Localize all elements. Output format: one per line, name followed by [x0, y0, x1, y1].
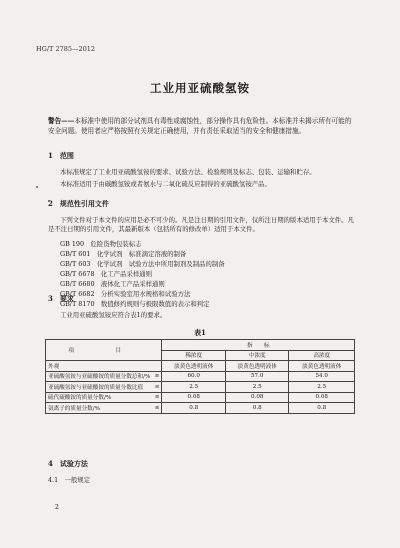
- table-row: [46, 392, 355, 403]
- scope-paragraph-1: 本标准规定了工业用亚硫酸氢铵的要求、试验方法、检验规则及标志、包装、运输和贮存。: [60, 168, 316, 176]
- value-cell: 0.08: [162, 392, 226, 403]
- page-number: 2: [55, 504, 59, 511]
- header-dilute-cell: 稀浓度: [162, 350, 226, 361]
- value-cell: 2.5: [162, 382, 226, 393]
- table-caption: 表1: [194, 328, 206, 337]
- operator-cell: ≤: [153, 382, 162, 393]
- reference-item: GB/T 603 化学试剂 试验方法中所用制剂及制品的制备: [60, 260, 225, 268]
- operator-cell: ≤: [153, 403, 162, 414]
- value-cell: 0.08: [225, 392, 289, 403]
- appearance-value-cell: 淡黄色透明液体: [289, 361, 355, 372]
- header-medium-cell: 中浓度: [225, 350, 289, 361]
- value-cell: 2.5: [289, 382, 355, 393]
- table-row: [46, 382, 355, 393]
- value-cell: 57.0: [225, 371, 289, 382]
- appearance-value-cell: 淡黄色透明液体: [225, 361, 289, 372]
- table-header-row: [46, 340, 355, 351]
- warning-text: 本标准中使用的部分试剂具有毒性或腐蚀性，部分操作具有危险性。本标准并未揭示所有可能的安全问题。使用者应严格按照有关规定正确使用，并有责任采取适当的安全和健康措施。: [48, 117, 352, 135]
- section-4-1-heading: 4.1 一般规定: [48, 476, 91, 484]
- item-cell: 亚硫酸氢铵与亚硫酸铵的质量分数总和/%: [46, 371, 153, 382]
- specification-table: [45, 339, 355, 414]
- reference-item: GB/T 6678 化工产品采样通则: [60, 270, 153, 278]
- reference-item: GB/T 6680 液体化工产品采样通则: [60, 280, 165, 288]
- appearance-label-cell: 外观: [46, 361, 162, 372]
- value-cell: 54.0: [289, 371, 355, 382]
- table-row: [46, 403, 355, 414]
- item-cell: 氨离子的质量分数/%: [46, 403, 153, 414]
- scan-artifact-dot: [36, 186, 38, 188]
- operator-cell: ≤: [153, 392, 162, 403]
- section-1-heading: 1 范围: [48, 151, 74, 160]
- value-cell: 0.08: [289, 392, 355, 403]
- value-cell: 2.5: [225, 382, 289, 393]
- value-cell: 0.8: [289, 403, 355, 414]
- header-item-cell: 项 目: [46, 340, 162, 361]
- document-title: 工业用亚硫酸氢铵: [150, 81, 250, 95]
- section-3-heading: 3 要求: [48, 294, 74, 303]
- reference-item: GB/T 8170 数值修约规则与极限数值的表示和判定: [60, 300, 210, 308]
- header-index-cell: 指 标: [162, 340, 355, 351]
- scope-paragraph-2: 本标准适用于由碳酸氢铵或者氨水与二氧化硫反应制得的亚硫酸氢铵产品。: [60, 180, 271, 188]
- normative-references-paragraph: 下列文件对于本文件的应用是必不可少的。凡是注日期的引用文件，仅所注日期的版本适用于本文件。凡是不注日期的引用文件，其最新版本（包括所有的修改单）适用于本文件。: [48, 216, 354, 233]
- reference-item: GB/T 601 化学试剂 标准滴定溶液的制备: [60, 250, 187, 258]
- value-cell: 60.0: [162, 371, 226, 382]
- standard-code: HG/T 2785—2012: [36, 45, 96, 53]
- table-row: [46, 371, 355, 382]
- warning-label: 警告——: [48, 117, 75, 125]
- value-cell: 0.8: [225, 403, 289, 414]
- section-2-heading: 2 规范性引用文件: [48, 199, 109, 208]
- operator-cell: ≥: [153, 371, 162, 382]
- appearance-value-cell: 淡黄色透明液体: [162, 361, 226, 372]
- warning-notice: [48, 117, 352, 136]
- item-cell: 硫代硫酸铵的质量分数/%: [46, 392, 153, 403]
- item-cell: 亚硫酸氢铵与亚硫酸铵的质量分数比值: [46, 382, 153, 393]
- requirements-paragraph: 工业用亚硫酸氢铵应符合表1的要求。: [60, 311, 167, 319]
- value-cell: 0.8: [162, 403, 226, 414]
- reference-item: GB/T 6682 分析实验室用水规格和试验方法: [60, 290, 191, 298]
- section-4-heading: 4 试验方法: [48, 459, 88, 468]
- header-high-cell: 高浓度: [289, 350, 355, 361]
- reference-item: GB 190 危险货物包装标志: [60, 240, 142, 248]
- table-row: [46, 361, 355, 372]
